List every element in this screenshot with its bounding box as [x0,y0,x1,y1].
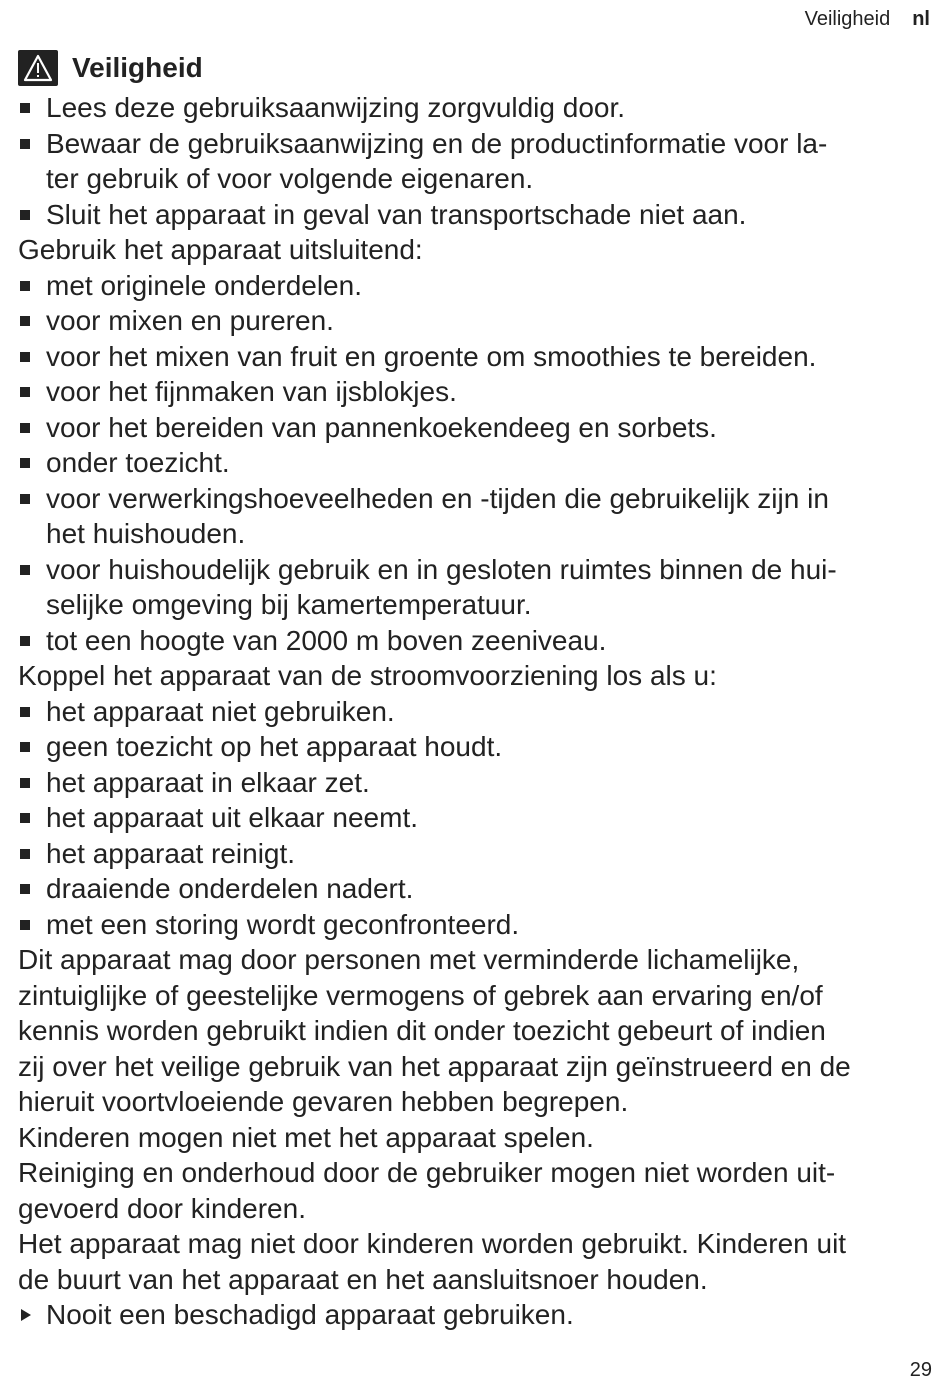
list-item: draaiende onderdelen nadert. [18,871,938,907]
list-item: tot een hoogte van 2000 m boven zeeniveau. [18,623,938,659]
list-item: voor het mixen van fruit en groente om smoothies te bereiden. [18,339,938,375]
list-item-continuation: het huishouden. [46,518,246,549]
action-step: Nooit een beschadigd apparaat gebruiken. [18,1297,938,1333]
paragraph-line: de buurt van het apparaat en het aansluitsnoer houden. [18,1263,708,1295]
list-item: Lees deze gebruiksaanwijzing zorgvuldig door. [18,90,938,126]
list-item: geen toezicht op het apparaat houdt. [18,729,938,765]
list-item: Bewaar de gebruiksaanwijzing en de productinformatie voor la- [18,126,938,162]
paragraph-line: Kinderen mogen niet met het apparaat spelen. [18,1121,594,1153]
list-item: voor huishoudelijk gebruik en in gesloten ruimtes binnen de hui- [18,552,938,588]
safety-section [18,48,938,1333]
list-item: het apparaat niet gebruiken. [18,694,938,730]
disconnect-heading: Koppel het apparaat van de stroomvoorziening los als u: [18,660,717,691]
page-number: 29 [909,1359,932,1381]
list-item: Sluit het apparaat in geval van transportschade niet aan. [18,197,938,233]
list-item: voor verwerkingshoeveelheden en -tijden die gebruikelijk zijn in [18,481,938,517]
paragraph-line: kennis worden gebruikt indien dit onder toezicht gebeurt of indien [18,1015,826,1046]
paragraph-line: Reiniging en onderhoud door de gebruiker mogen niet worden uit- [18,1157,836,1188]
list-item: voor mixen en pureren. [18,303,938,339]
paragraph-line: hieruit voortvloeiende gevaren hebben begrepen. [18,1086,629,1117]
list-item: het apparaat uit elkaar neemt. [18,800,938,836]
use-heading: Gebruik het apparaat uitsluitend: [18,234,423,265]
list-item: met originele onderdelen. [18,268,938,304]
section-title: Veiligheid [72,52,203,83]
list-item: onder toezicht. [18,445,938,481]
paragraph-line: zij over het veilige gebruik van het apparaat zijn geïnstrueerd en de [18,1050,851,1082]
list-item: het apparaat reinigt. [18,836,938,872]
section-heading [18,48,938,88]
paragraph-line: gevoerd door kinderen. [18,1192,306,1224]
list-item-continuation: selijke omgeving bij kamertemperatuur. [46,589,532,620]
warning-triangle-icon [18,50,58,86]
running-header [805,8,930,31]
header-lang: nl [912,8,930,30]
list-item: met een storing wordt geconfronteerd. [18,907,938,943]
list-item-continuation: ter gebruik of voor volgende eigenaren. [46,163,534,194]
list-item: voor het fijnmaken van ijsblokjes. [18,374,938,410]
list-item: het apparaat in elkaar zet. [18,765,938,801]
paragraph-line: Dit apparaat mag door personen met verminderde lichamelijke, [18,944,800,975]
list-item: voor het bereiden van pannenkoekendeeg en sorbets. [18,410,938,446]
paragraph-line: zintuiglijke of geestelijke vermogens of gebrek aan ervaring en/of [18,979,823,1011]
paragraph-line: Het apparaat mag niet door kinderen worden gebruikt. Kinderen uit [18,1228,847,1259]
header-section: Veiligheid [804,8,891,30]
